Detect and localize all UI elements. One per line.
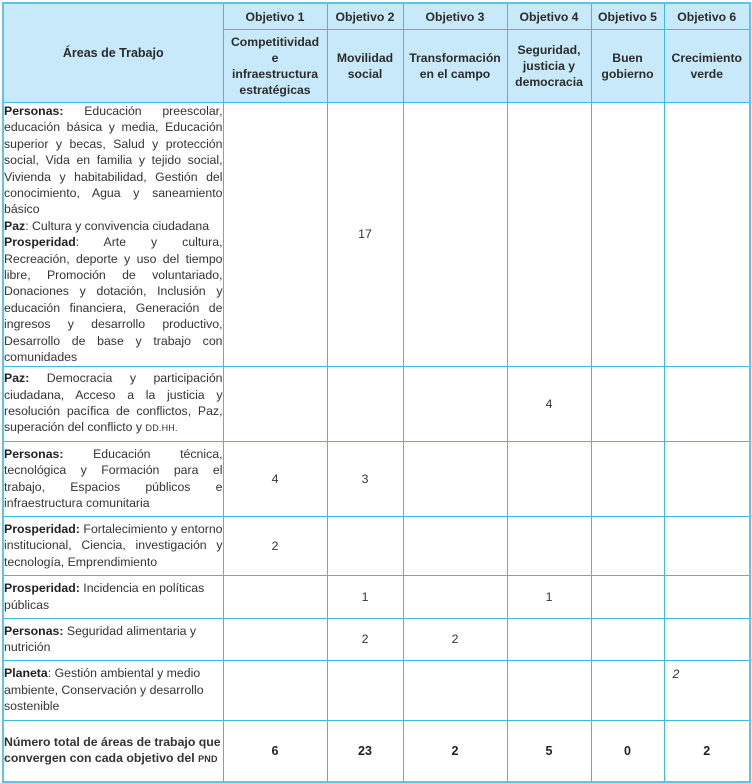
- total-value-cell: 5: [507, 720, 591, 782]
- areas-column-header: Áreas de Trabajo: [3, 3, 223, 103]
- value-cell: [223, 660, 327, 720]
- area-cell: Prosperidad: Fortalecimiento y entorno institucional, Ciencia, investigación y tecnología, Emprendimiento: [3, 516, 223, 575]
- objective-3-name: Transformación en el campo: [403, 30, 507, 103]
- value-cell: [591, 575, 664, 618]
- value-cell: [664, 103, 750, 367]
- value-cell: [507, 103, 591, 367]
- value-cell: [591, 618, 664, 660]
- total-value-cell: 0: [591, 720, 664, 782]
- objective-6-name: Crecimiento verde: [664, 30, 750, 103]
- value-cell: [223, 618, 327, 660]
- value-cell: [591, 103, 664, 367]
- objective-1-number: Objetivo 1: [223, 3, 327, 30]
- total-row: [3, 720, 750, 782]
- value-cell: 2: [223, 516, 327, 575]
- value-cell: [327, 366, 403, 441]
- area-cell: Planeta: Gestión ambiental y medio ambiente, Conservación y desarrollo sostenible: [3, 660, 223, 720]
- value-cell: [507, 516, 591, 575]
- value-cell: 2: [327, 618, 403, 660]
- value-cell: [664, 575, 750, 618]
- value-cell: [664, 618, 750, 660]
- value-cell: [591, 441, 664, 516]
- value-cell: 1: [327, 575, 403, 618]
- value-cell: 17: [327, 103, 403, 367]
- value-cell: [591, 366, 664, 441]
- value-cell: 2: [403, 618, 507, 660]
- value-cell: 4: [223, 441, 327, 516]
- value-cell: [591, 660, 664, 720]
- value-cell: [591, 516, 664, 575]
- total-value-cell: 6: [223, 720, 327, 782]
- objective-1-name: Competitividad e infraestructura estratégicas: [223, 30, 327, 103]
- value-cell: [327, 516, 403, 575]
- value-cell: 3: [327, 441, 403, 516]
- total-value-cell: 23: [327, 720, 403, 782]
- table-row: [3, 575, 750, 618]
- value-cell: [664, 516, 750, 575]
- total-label-cell: Número total de áreas de trabajo que convergen con cada objetivo del PND: [3, 720, 223, 782]
- value-cell: [327, 660, 403, 720]
- value-cell: [507, 441, 591, 516]
- objective-5-number: Objetivo 5: [591, 3, 664, 30]
- value-cell: [507, 618, 591, 660]
- value-cell: [403, 660, 507, 720]
- value-cell: 2: [664, 660, 750, 720]
- table-row: [3, 366, 750, 441]
- objective-6-number: Objetivo 6: [664, 3, 750, 30]
- table-row: [3, 660, 750, 720]
- table-row: [3, 103, 750, 367]
- area-cell: Personas: Educación preescolar, educación básica y media, Educación superior y becas, Salud y protección social, Vida en familia y tejido social, Vivienda y habitabilidad, Gestión del conocimiento, Agua y saneamiento básico Paz: Cultura y convivencia ciudadana Prosperidad: Arte y cultura, Recreación, deporte y uso del tiempo libre, Promoción de voluntariado, Donaciones y dotación, Inclusión y educación financiera, Generación de ingresos y desarrollo productivo, Desarrollo de base y trabajo con comunidades: [4, 104, 223, 365]
- value-cell: [403, 103, 507, 367]
- value-cell: [403, 366, 507, 441]
- value-cell: 1: [507, 575, 591, 618]
- areas-objectives-table: [2, 2, 751, 783]
- value-cell: [664, 441, 750, 516]
- objective-4-number: Objetivo 4: [507, 3, 591, 30]
- total-value-cell: 2: [403, 720, 507, 782]
- total-value-cell: 2: [664, 720, 750, 782]
- value-cell: [223, 103, 327, 367]
- table-row: [3, 618, 750, 660]
- value-cell: [223, 366, 327, 441]
- area-cell: Personas: Educación técnica, tecnológica y Formación para el trabajo, Espacios públicos e infraestructura comunitaria: [3, 441, 223, 516]
- area-cell: Personas: Seguridad alimentaria y nutrición: [3, 618, 223, 660]
- objective-2-number: Objetivo 2: [327, 3, 403, 30]
- value-cell: [664, 366, 750, 441]
- value-cell: [403, 516, 507, 575]
- objective-3-number: Objetivo 3: [403, 3, 507, 30]
- area-cell: Prosperidad: Incidencia en políticas públicas: [3, 575, 223, 618]
- table-row: [3, 441, 750, 516]
- value-cell: [507, 660, 591, 720]
- value-cell: [403, 575, 507, 618]
- table-row: [3, 516, 750, 575]
- objective-4-name: Seguridad, justicia y democracia: [507, 30, 591, 103]
- value-cell: 4: [507, 366, 591, 441]
- area-cell: Paz: Democracia y participación ciudadana, Acceso a la justicia y resolución pacífica de conflictos, Paz, superación del conflicto y DD.HH.: [3, 366, 223, 441]
- value-cell: [403, 441, 507, 516]
- objective-2-name: Movilidad social: [327, 30, 403, 103]
- objective-5-name: Buen gobierno: [591, 30, 664, 103]
- value-cell: [223, 575, 327, 618]
